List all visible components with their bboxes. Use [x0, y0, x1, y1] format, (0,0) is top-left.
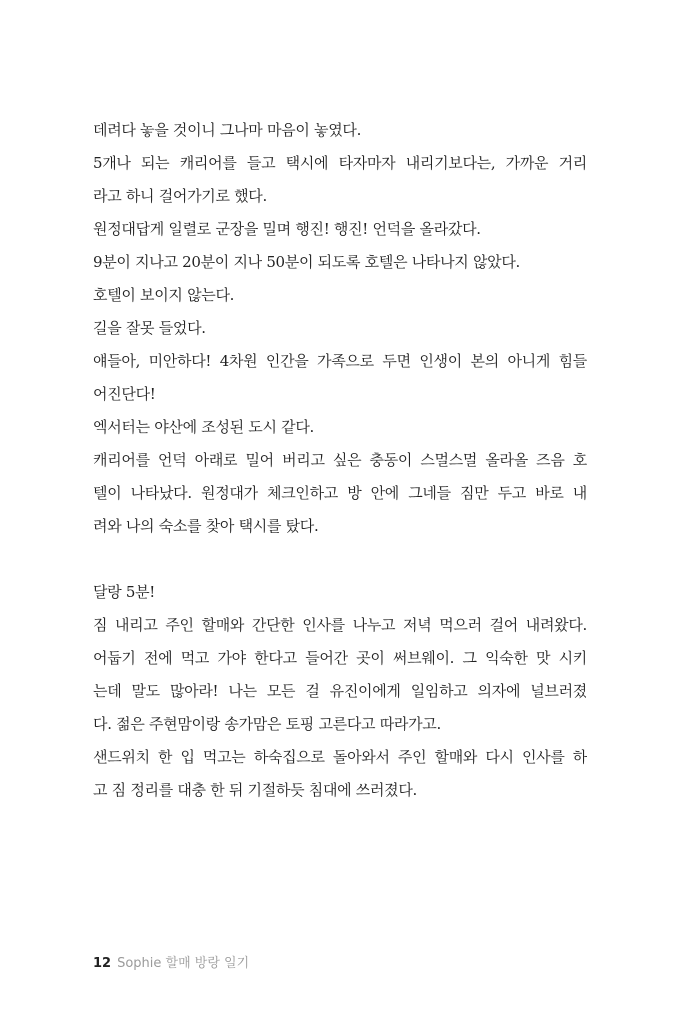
text-line: 어진단다!: [93, 385, 156, 403]
text-line: 짐 내리고 주인 할매와 간단한 인사를 나누고 저녁 먹으러 걸어 내려왔다.: [93, 616, 587, 634]
text-line: 얘들아, 미안하다! 4차원 인간을 가족으로 두면 인생이 본의 아니게 힘들: [93, 352, 587, 370]
text-line: 9분이 지나고 20분이 지나 50분이 되도록 호텔은 나타나지 않았다.: [93, 253, 520, 271]
text-line: 텔이 나타났다. 원정대가 체크인하고 방 안에 그네들 짐만 두고 바로 내: [93, 484, 587, 502]
text-line: 엑서터는 야산에 조성된 도시 같다.: [93, 418, 315, 436]
text-line: 캐리어를 언덕 아래로 밀어 버리고 싶은 충동이 스멀스멀 올라올 즈음 호: [93, 451, 587, 469]
text-line: 달랑 5분!: [93, 583, 156, 601]
text-line: 다. 젊은 주현맘이랑 송가맘은 토핑 고른다고 따라가고.: [93, 715, 441, 733]
body-text: [93, 114, 587, 807]
page-footer: [93, 952, 249, 971]
page-number: 12: [93, 956, 112, 971]
text-line: 5개나 되는 캐리어를 들고 택시에 타자마자 내리기보다는, 가까운 거리: [93, 154, 587, 172]
running-title: Sophie 할매 방랑 일기: [117, 956, 250, 971]
text-line: 원정대답게 일렬로 군장을 밀며 행진! 행진! 언덕을 올라갔다.: [93, 220, 481, 238]
text-line: 고 짐 정리를 대충 한 뒤 기절하듯 침대에 쓰러졌다.: [93, 781, 418, 799]
text-line: 어둡기 전에 먹고 가야 한다고 들어간 곳이 써브웨이. 그 익숙한 맛 시키: [93, 649, 587, 667]
text-line: 는데 말도 많아라! 나는 모든 걸 유진이에게 일임하고 의자에 널브러졌: [93, 682, 587, 700]
text-line: 호텔이 보이지 않는다.: [93, 286, 235, 304]
paragraph-gap: [93, 543, 587, 576]
text-line: 길을 잘못 들었다.: [93, 319, 206, 337]
text-line: 라고 하니 걸어가기로 했다.: [93, 187, 267, 205]
text-line: 려와 나의 숙소를 찾아 택시를 탔다.: [93, 517, 319, 535]
text-line: 데려다 놓을 것이니 그나마 마음이 놓였다.: [93, 121, 362, 139]
text-line: 샌드위치 한 입 먹고는 하숙집으로 돌아와서 주인 할매와 다시 인사를 하: [93, 748, 587, 766]
